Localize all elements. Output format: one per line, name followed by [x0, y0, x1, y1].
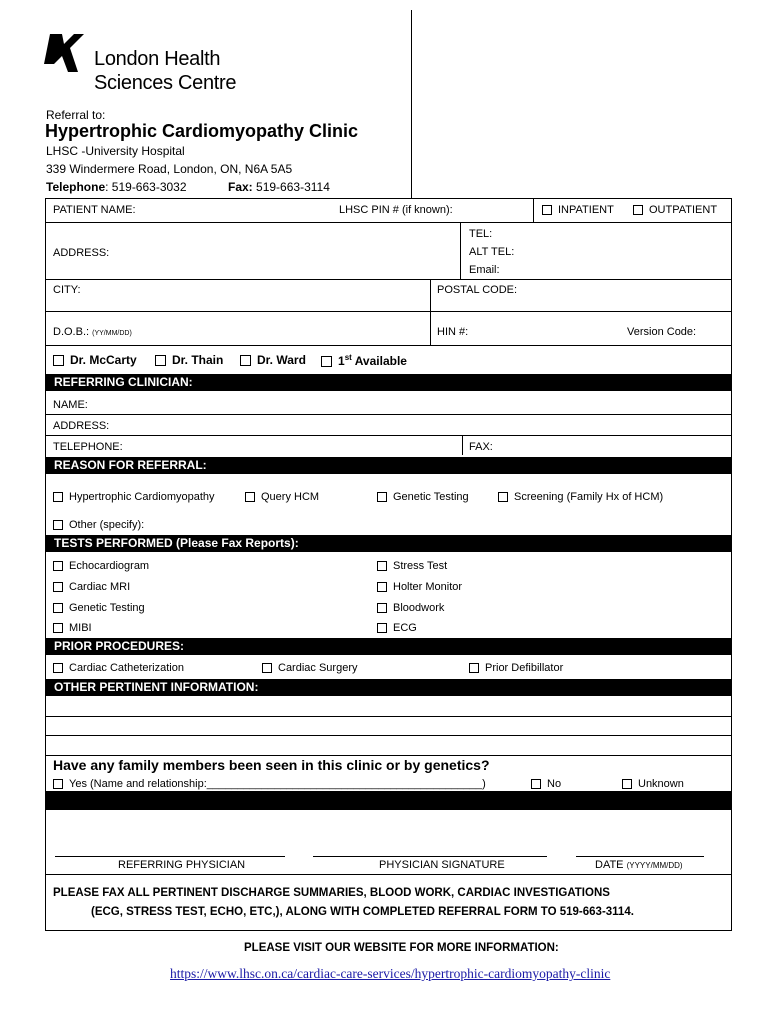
first-available-number: 1 — [338, 354, 345, 368]
date-line[interactable] — [576, 856, 704, 857]
row-line — [45, 735, 732, 736]
checkbox-icon — [542, 205, 552, 215]
fax-notice-line2: (ECG, STRESS TEST, ECHO, ETC,), ALONG WITH COMPLETED REFERRAL FORM TO 519-663-3114. — [91, 906, 634, 918]
alt-tel-label: ALT TEL: — [469, 246, 515, 258]
first-available-label: Available — [351, 354, 407, 368]
fax-notice-line1: PLEASE FAX ALL PERTINENT DISCHARGE SUMMARIES, BLOOD WORK, CARDIAC INVESTIGATIONS — [53, 887, 610, 899]
family-divider-bar — [46, 791, 732, 810]
test-stress-label: Stress Test — [393, 560, 448, 572]
postal-code-label: POSTAL CODE: — [437, 284, 518, 296]
prior-cardiac-surgery-label: Cardiac Surgery — [278, 662, 358, 674]
referring-physician-label: REFERRING PHYSICIAN — [118, 859, 246, 871]
checkbox-icon — [469, 663, 479, 673]
address-divider — [460, 222, 461, 279]
checkbox-icon — [245, 492, 255, 502]
lhsc-pin-label: LHSC PIN # (if known): — [339, 204, 453, 216]
reason-genetic-testing-checkbox[interactable] — [377, 491, 469, 503]
address-label: ADDRESS: — [53, 247, 110, 259]
test-bloodwork-label: Bloodwork — [393, 602, 445, 614]
reason-header: REASON FOR REFERRAL: — [46, 457, 732, 474]
lhsc-logo — [44, 34, 244, 96]
date-text: DATE — [595, 859, 624, 871]
test-mibi-label: MIBI — [69, 622, 92, 634]
checkbox-icon — [53, 603, 63, 613]
row-line — [45, 755, 732, 756]
checkbox-icon — [377, 492, 387, 502]
family-yes-label: Yes (Name and relationship:_____________________________________________) — [69, 778, 486, 790]
physician-signature-label: PHYSICIAN SIGNATURE — [379, 859, 505, 871]
reason-screening-checkbox[interactable] — [498, 491, 663, 503]
checkbox-icon — [633, 205, 643, 215]
fax-label: Fax: — [228, 180, 253, 194]
test-genetic-testing-checkbox[interactable] — [53, 602, 145, 614]
test-ecg-label: ECG — [393, 622, 417, 634]
checkbox-icon — [498, 492, 508, 502]
date-label — [595, 859, 683, 871]
outpatient-label: OUTPATIENT — [649, 204, 718, 216]
test-holter-label: Holter Monitor — [393, 581, 463, 593]
reason-other-label: Other (specify): — [69, 519, 145, 531]
lhsc-logo-mark-icon — [44, 34, 86, 74]
tel-fax-divider — [462, 435, 463, 455]
test-genetic-testing-label: Genetic Testing — [69, 602, 145, 614]
checkbox-icon — [321, 356, 332, 367]
checkbox-icon — [53, 520, 63, 530]
checkbox-icon — [53, 561, 63, 571]
row-line — [45, 874, 732, 875]
patient-name-label: PATIENT NAME: — [53, 204, 136, 216]
checkbox-icon — [377, 623, 387, 633]
dob-label — [53, 326, 132, 338]
checkbox-icon — [53, 582, 63, 592]
checkbox-icon — [53, 355, 64, 366]
tel-label: TEL: — [469, 228, 493, 240]
dr-thain-label: Dr. Thain — [172, 353, 224, 367]
checkbox-icon — [377, 603, 387, 613]
test-cardiac-mri-checkbox[interactable] — [53, 581, 130, 593]
checkbox-icon — [622, 779, 632, 789]
row-line — [45, 414, 732, 415]
row-line — [45, 279, 732, 280]
prior-defibrillator-label: Prior Defibillator — [485, 662, 564, 674]
visit-website-text: PLEASE VISIT OUR WEBSITE FOR MORE INFORMATION: — [244, 942, 559, 954]
version-code-label: Version Code: — [627, 326, 697, 338]
checkbox-icon — [53, 492, 63, 502]
referral-to-label: Referral to: — [46, 108, 106, 122]
inpatient-label: INPATIENT — [558, 204, 614, 216]
tests-header: TESTS PERFORMED (Please Fax Reports): — [46, 535, 732, 552]
pin-divider — [533, 198, 534, 223]
checkbox-icon — [377, 561, 387, 571]
dr-thain-checkbox[interactable] — [155, 353, 223, 367]
test-ecg-checkbox[interactable] — [377, 622, 417, 634]
hospital-address: 339 Windermere Road, London, ON, N6A 5A5 — [46, 162, 293, 176]
fax-value: 519-663-3114 — [256, 180, 330, 194]
family-yes-checkbox[interactable] — [53, 778, 486, 790]
hin-label: HIN #: — [437, 326, 469, 338]
prior-catheterization-label: Cardiac Catheterization — [69, 662, 184, 674]
family-no-checkbox[interactable] — [531, 778, 561, 790]
test-echocardiogram-label: Echocardiogram — [69, 560, 150, 572]
row-line — [45, 716, 732, 717]
checkbox-icon — [155, 355, 166, 366]
reason-hcm-label: Hypertrophic Cardiomyopathy — [69, 491, 215, 503]
header-divider — [411, 10, 412, 198]
date-format: (YYYY/MM/DD) — [626, 861, 683, 870]
reason-screening-label: Screening (Family Hx of HCM) — [514, 491, 664, 503]
family-unknown-checkbox[interactable] — [622, 778, 684, 790]
dob-format: (YY/MM/DD) — [92, 330, 132, 337]
ref-telephone-label: TELEPHONE: — [53, 441, 123, 453]
row-line — [45, 345, 732, 346]
dr-mccarty-label: Dr. McCarty — [70, 353, 137, 367]
checkbox-icon — [53, 663, 63, 673]
test-cardiac-mri-label: Cardiac MRI — [69, 581, 131, 593]
checkbox-icon — [262, 663, 272, 673]
dr-ward-checkbox[interactable] — [240, 353, 306, 367]
contact-line — [46, 180, 187, 194]
referring-clinician-header: REFERRING CLINICIAN: — [46, 374, 732, 391]
checkbox-icon — [377, 582, 387, 592]
logo-text-line1: London Health — [94, 48, 221, 70]
city-divider — [430, 279, 431, 345]
ref-address-label: ADDRESS: — [53, 420, 110, 432]
website-link[interactable]: https://www.lhsc.on.ca/cardiac-care-services/hypertrophic-cardiomyopathy-clinic — [170, 966, 611, 981]
row-line — [45, 311, 732, 312]
telephone-label: Telephone — [46, 180, 106, 194]
checkbox-icon — [531, 779, 541, 789]
checkbox-icon — [53, 623, 63, 633]
reason-hcm-checkbox[interactable] — [53, 491, 215, 503]
ref-name-label: NAME: — [53, 399, 88, 411]
other-info-header: OTHER PERTINENT INFORMATION: — [46, 679, 732, 696]
inpatient-checkbox[interactable] — [542, 204, 614, 216]
fax-line — [228, 180, 330, 194]
family-question: Have any family members been seen in this clinic or by genetics? — [53, 757, 490, 773]
test-stress-checkbox[interactable] — [377, 560, 447, 572]
reason-other-checkbox[interactable] — [53, 519, 144, 531]
prior-defibrillator-checkbox[interactable] — [469, 662, 563, 674]
dr-mccarty-checkbox[interactable] — [53, 353, 137, 367]
prior-catheterization-checkbox[interactable] — [53, 662, 184, 674]
logo-text-line2: Sciences Centre — [94, 72, 237, 94]
test-echocardiogram-checkbox[interactable] — [53, 560, 149, 572]
prior-cardiac-surgery-checkbox[interactable] — [262, 662, 357, 674]
dr-ward-label: Dr. Ward — [257, 353, 306, 367]
reason-query-hcm-label: Query HCM — [261, 491, 320, 503]
family-unknown-label: Unknown — [638, 778, 684, 790]
family-no-label: No — [547, 778, 562, 790]
test-holter-checkbox[interactable] — [377, 581, 462, 593]
first-available-checkbox[interactable] — [321, 353, 407, 368]
telephone-value: : 519-663-3032 — [105, 180, 187, 194]
outpatient-checkbox[interactable] — [633, 204, 717, 216]
test-mibi-checkbox[interactable] — [53, 622, 92, 634]
clinic-title: Hypertrophic Cardiomyopathy Clinic — [45, 121, 359, 141]
reason-genetic-testing-label: Genetic Testing — [393, 491, 469, 503]
first-available-sup: st — [344, 353, 352, 362]
checkbox-icon — [53, 779, 63, 789]
row-line — [45, 222, 732, 223]
signature-line[interactable] — [313, 856, 547, 857]
row-line — [45, 435, 732, 436]
city-label: CITY: — [53, 284, 81, 296]
email-label: Email: — [469, 264, 500, 276]
hospital-name: LHSC -University Hospital — [46, 144, 185, 158]
checkbox-icon — [240, 355, 251, 366]
prior-procedures-header: PRIOR PROCEDURES: — [46, 638, 732, 655]
dob-text: D.O.B.: — [53, 326, 90, 338]
reason-query-hcm-checkbox[interactable] — [245, 491, 319, 503]
physician-line[interactable] — [55, 856, 285, 857]
test-bloodwork-checkbox[interactable] — [377, 602, 444, 614]
ref-fax-label: FAX: — [469, 441, 493, 453]
